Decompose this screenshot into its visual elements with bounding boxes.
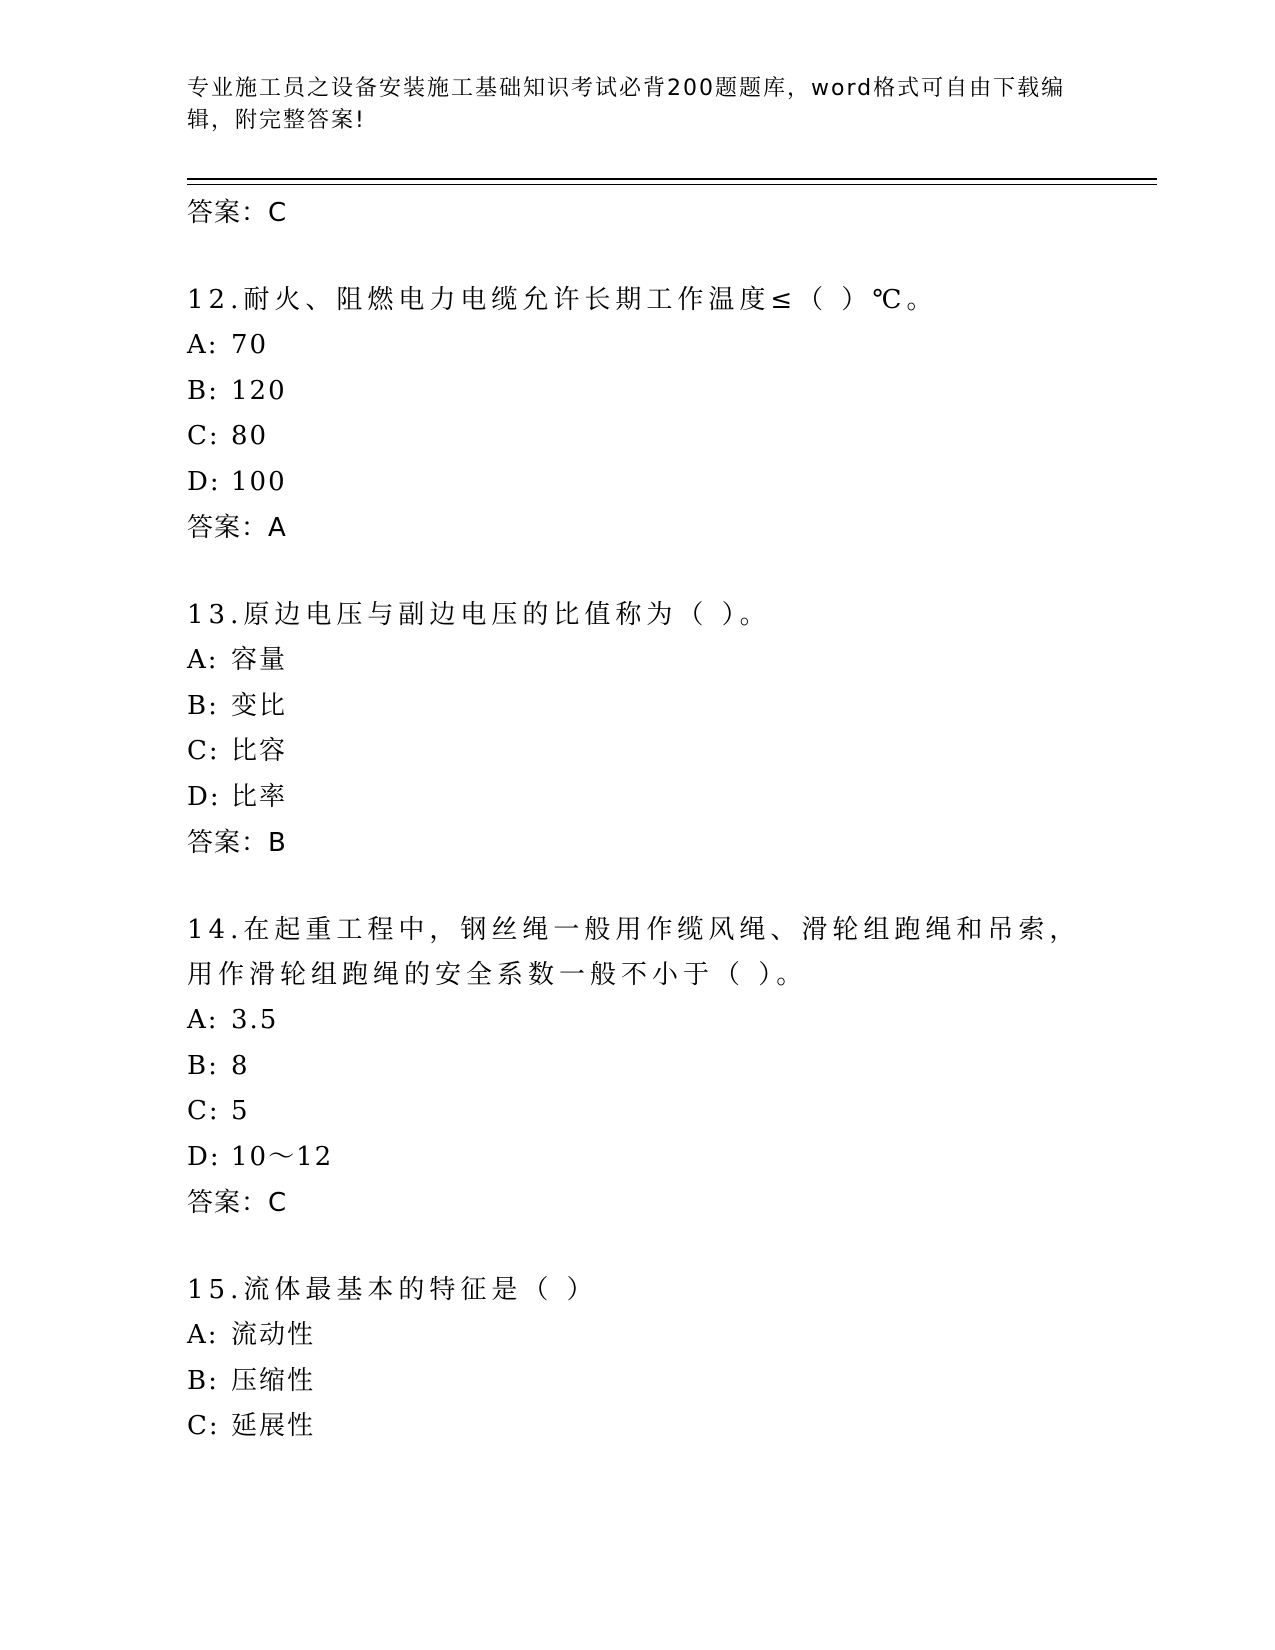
option-text: 120	[231, 375, 287, 406]
option-letter: A:	[187, 1320, 219, 1350]
header-rule-thick	[187, 178, 1157, 180]
option-b	[187, 1044, 1087, 1090]
option-text: 80	[231, 421, 269, 451]
option-text: 变比	[231, 690, 288, 721]
option-text: 容量	[231, 645, 288, 675]
option-text: 3.5	[231, 1005, 279, 1035]
option-letter: C:	[187, 1096, 220, 1126]
question-block	[187, 278, 1087, 551]
option-letter: D:	[187, 1141, 221, 1172]
option-letter: C:	[187, 421, 220, 451]
option-a	[187, 323, 1087, 369]
option-letter: B:	[187, 690, 219, 721]
option-d	[187, 1135, 1087, 1181]
option-letter: C:	[187, 736, 220, 766]
option-text: 比容	[231, 736, 288, 766]
answer-line: 答案：A	[187, 513, 287, 543]
option-a	[187, 1313, 1087, 1359]
option-text: 流动性	[231, 1320, 316, 1350]
answer-line: 答案：C	[187, 1188, 288, 1218]
option-c	[187, 1089, 1087, 1135]
question-text: 13.原边电压与副边电压的比值称为（ ）。	[187, 600, 771, 630]
option-c	[187, 414, 1087, 460]
option-letter: B:	[187, 375, 219, 406]
question-text: 14.在起重工程中，钢丝绳一般用作缆风绳、滑轮组跑绳和吊索，用作滑轮组跑绳的安全系数一般不小于（ ）。	[187, 915, 1081, 990]
option-text: 比率	[231, 781, 288, 812]
document-header-title: 专业施工员之设备安装施工基础知识考试必背200题题库，word格式可自由下载编辑，附完整答案!	[187, 76, 1066, 133]
option-letter: A:	[187, 645, 219, 675]
option-b	[187, 369, 1087, 415]
option-letter: B:	[187, 1365, 219, 1396]
option-b	[187, 684, 1087, 730]
option-a	[187, 998, 1087, 1044]
option-text: 5	[231, 1096, 250, 1126]
header-rule-thin	[187, 184, 1157, 185]
option-text: 延展性	[231, 1411, 316, 1441]
option-text: 70	[231, 330, 269, 360]
option-d	[187, 775, 1087, 821]
option-d	[187, 460, 1087, 506]
question-text: 12.耐火、阻燃电力电缆允许长期工作温度≤（ ）℃。	[187, 285, 938, 315]
option-c	[187, 1404, 1087, 1450]
option-text: 10～12	[231, 1141, 334, 1172]
option-a	[187, 638, 1087, 684]
option-letter: A:	[187, 330, 219, 360]
option-letter: D:	[187, 781, 221, 812]
option-text: 100	[231, 466, 287, 497]
question-list	[187, 190, 1087, 1450]
question-block	[187, 593, 1087, 866]
question-block	[187, 908, 1087, 1226]
answer-line: 答案：B	[187, 828, 287, 858]
question-text: 15.流体最基本的特征是（ ）	[187, 1275, 598, 1305]
question-block	[187, 1268, 1087, 1450]
option-letter: D:	[187, 466, 221, 497]
option-letter: C:	[187, 1411, 220, 1441]
option-letter: A:	[187, 1005, 219, 1035]
previous-answer: 答案：C	[187, 198, 288, 228]
option-letter: B:	[187, 1050, 219, 1081]
option-c	[187, 729, 1087, 775]
option-b	[187, 1359, 1087, 1405]
option-text: 压缩性	[231, 1365, 316, 1396]
option-text: 8	[231, 1050, 250, 1081]
